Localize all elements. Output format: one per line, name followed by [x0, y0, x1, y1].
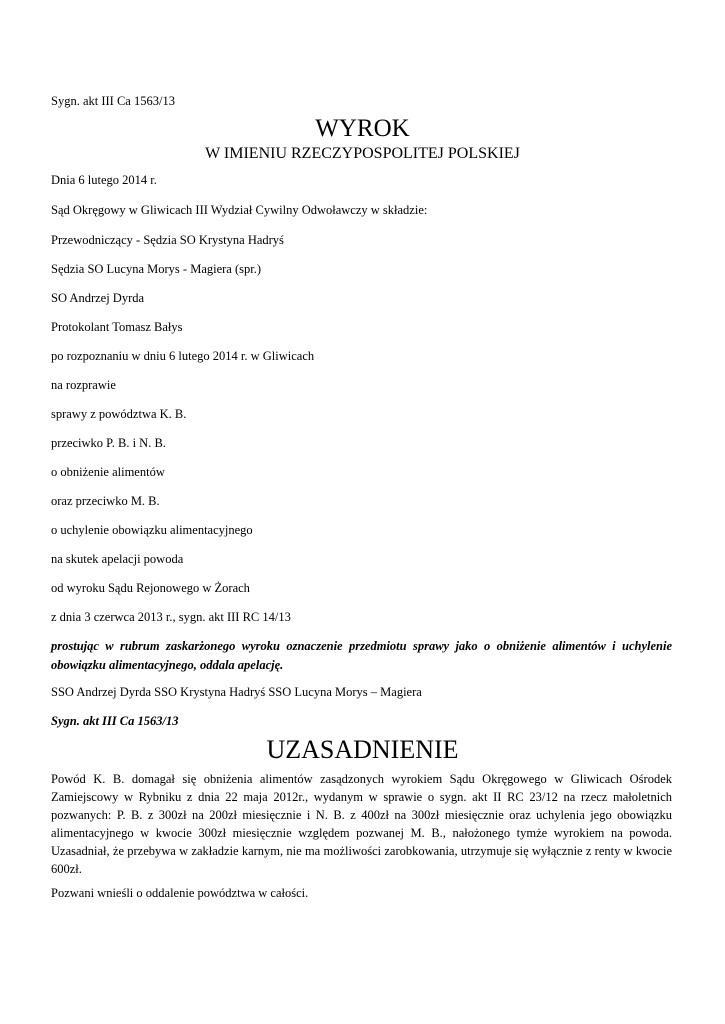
judge-line-2: SO Andrzej Dyrda — [51, 291, 145, 305]
lower-court-line: od wyroku Sądu Rejonowego w Żorach — [51, 581, 250, 595]
date-line: Dnia 6 lutego 2014 r. — [51, 173, 157, 187]
case-reference: Sygn. akt III Ca 1563/13 — [51, 94, 175, 108]
defendants-line: przeciwko P. B. i N. B. — [51, 436, 166, 450]
defendant-2-line: oraz przeciwko M. B. — [51, 494, 160, 508]
page-title: WYROK — [315, 115, 410, 142]
page-subtitle: W IMIENIU RZECZYPOSPOLITEJ POLSKIEJ — [205, 145, 520, 162]
subject-2-line: o uchylenie obowiązku alimentacyjnego — [51, 523, 253, 537]
hearing-date-line: po rozpoznaniu w dniu 6 lutego 2014 r. w Gliwicach — [51, 349, 315, 363]
decision-paragraph: prostując w rubrum zaskarżonego wyroku oznaczenie przedmiotu sprawy jako o obniżenie alimentów i uchylenie obowiązku alimentacyjnego, oddala apelację. — [51, 639, 672, 672]
signatures-line: SSO Andrzej Dyrda SSO Krystyna Hadryś SSO Lucyna Morys – Magiera — [51, 685, 422, 699]
presiding-judge-line: Przewodniczący - Sędzia SO Krystyna Hadryś — [51, 233, 284, 247]
clerk-line: Protokolant Tomasz Bałys — [51, 320, 183, 334]
judge-line: Sędzia SO Lucyna Morys - Magiera (spr.) — [51, 262, 262, 276]
justification-title: UZASADNIENIE — [266, 735, 459, 764]
plaintiff-line: sprawy z powództwa K. B. — [51, 407, 187, 421]
appeal-line: na skutek apelacji powoda — [51, 552, 184, 566]
justification-paragraph-2: Pozwani wnieśli o oddalenie powództwa w całości. — [51, 886, 309, 900]
hearing-type-line: na rozprawie — [51, 378, 116, 392]
subject-line: o obniżenie alimentów — [51, 465, 165, 479]
justification-case-reference: Sygn. akt III Ca 1563/13 — [51, 714, 179, 728]
lower-judgment-line: z dnia 3 czerwca 2013 r., sygn. akt III RC 14/13 — [51, 610, 291, 624]
justification-paragraph: Powód K. B. domagał się obniżenia alimentów zasądzonych wyrokiem Sądu Okręgowego w Gliwicach Ośrodek Zamiejscowy w Rybniku z dnia 22 maja 2012r., wydanym w sprawie o sygn. akt II RC 23/12 na rzecz małoletnich pozwanych: P. B. z 300zł na 200zł miesięcznie i N. B. z 400zł na 300zł miesięcznie oraz uchylenia jego obowiązku alimentacyjnego w kwocie 300zł miesięcznie względem pozwanej M. B., nałożonego tymże wyrokiem na powoda. Uzasadniał, że przebywa w zakładzie karnym, nie ma możliwości zarobkowania, utrzymuje się wyłącznie z renty w kwocie 600zł. — [51, 772, 672, 876]
court-line: Sąd Okręgowy w Gliwicach III Wydział Cywilny Odwoławczy w składzie: — [51, 203, 428, 217]
